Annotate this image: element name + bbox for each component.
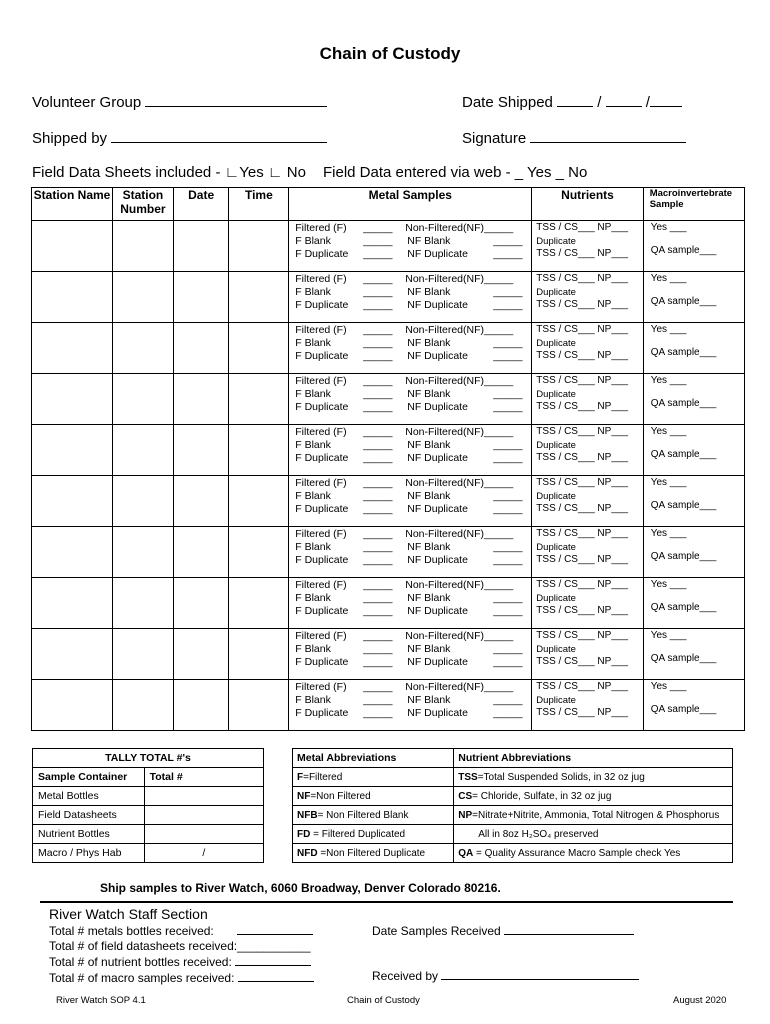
station-number-cell[interactable] bbox=[113, 425, 174, 476]
nutrient-cell: TSS / CS___ NP___ Duplicate TSS / CS___ NP___ bbox=[532, 323, 643, 374]
staff-metals[interactable]: Total # metals bottles received: bbox=[49, 923, 314, 939]
tally-value[interactable] bbox=[144, 825, 263, 844]
station-name-cell[interactable] bbox=[32, 476, 113, 527]
header-time: Time bbox=[229, 188, 289, 221]
metal-cell: Filtered (F) _____ F Blank _____ F Duplicate _____ Non-Filtered(NF)_____ NF Blank _____ NF Duplicate _____ bbox=[289, 425, 532, 476]
metal-cell: Filtered (F) _____ F Blank _____ F Duplicate _____ Non-Filtered(NF)_____ NF Blank _____ NF Duplicate _____ bbox=[289, 629, 532, 680]
station-number-cell[interactable] bbox=[113, 527, 174, 578]
tally-value[interactable] bbox=[144, 806, 263, 825]
macro-cell: Yes ___ QA sample___ bbox=[643, 374, 744, 425]
header-metal-samples: Metal Samples bbox=[289, 188, 532, 221]
staff-macro[interactable]: Total # of macro samples received: bbox=[49, 970, 314, 986]
staff-nutrient[interactable]: Total # of nutrient bottles received: bbox=[49, 954, 314, 970]
nutrient-cell: TSS / CS___ NP___ Duplicate TSS / CS___ NP___ bbox=[532, 476, 643, 527]
tally-col-container: Sample Container bbox=[33, 768, 145, 787]
staff-divider bbox=[40, 901, 733, 903]
tally-table bbox=[32, 748, 264, 863]
station-name-cell[interactable] bbox=[32, 680, 113, 731]
abbr-row bbox=[293, 844, 733, 863]
sample-table bbox=[31, 187, 745, 731]
staff-title: River Watch Staff Section bbox=[49, 906, 208, 922]
header-station-name: Station Name bbox=[32, 188, 113, 221]
station-name-cell[interactable] bbox=[32, 374, 113, 425]
time-cell[interactable] bbox=[229, 680, 289, 731]
station-name-cell[interactable] bbox=[32, 425, 113, 476]
volunteer-group-field[interactable] bbox=[32, 92, 327, 111]
macro-cell: Yes ___ QA sample___ bbox=[643, 221, 744, 272]
header-date: Date bbox=[173, 188, 229, 221]
nutrient-abbr-title: Nutrient Abbreviations bbox=[454, 749, 733, 768]
date-shipped-label: Date Shipped bbox=[462, 94, 553, 111]
table-row bbox=[32, 425, 745, 476]
nutrient-cell: TSS / CS___ NP___ Duplicate TSS / CS___ NP___ bbox=[532, 221, 643, 272]
station-number-cell[interactable] bbox=[113, 323, 174, 374]
date-cell[interactable] bbox=[173, 578, 229, 629]
date-cell[interactable] bbox=[173, 629, 229, 680]
station-name-cell[interactable] bbox=[32, 527, 113, 578]
tally-title: TALLY TOTAL #'s bbox=[33, 749, 264, 768]
nutrient-cell: TSS / CS___ NP___ Duplicate TSS / CS___ NP___ bbox=[532, 425, 643, 476]
date-cell[interactable] bbox=[173, 323, 229, 374]
table-row bbox=[32, 272, 745, 323]
time-cell[interactable] bbox=[229, 374, 289, 425]
nutrient-cell: TSS / CS___ NP___ Duplicate TSS / CS___ NP___ bbox=[532, 272, 643, 323]
table-row bbox=[32, 476, 745, 527]
abbr-row bbox=[293, 768, 733, 787]
station-name-cell[interactable] bbox=[32, 272, 113, 323]
tally-row-label: Metal Bottles bbox=[33, 787, 145, 806]
abbr-row bbox=[293, 825, 733, 844]
table-row bbox=[32, 629, 745, 680]
nutrient-cell: TSS / CS___ NP___ Duplicate TSS / CS___ NP___ bbox=[532, 527, 643, 578]
nutrient-cell: TSS / CS___ NP___ Duplicate TSS / CS___ NP___ bbox=[532, 680, 643, 731]
footer-center: Chain of Custody bbox=[347, 995, 420, 1006]
date-shipped-field[interactable]: Date Shipped / / bbox=[462, 92, 682, 111]
date-cell[interactable] bbox=[173, 425, 229, 476]
abbr-row bbox=[293, 787, 733, 806]
metal-cell: Filtered (F) _____ F Blank _____ F Duplicate _____ Non-Filtered(NF)_____ NF Blank _____ NF Duplicate _____ bbox=[289, 476, 532, 527]
station-name-cell[interactable] bbox=[32, 629, 113, 680]
abbr-row bbox=[293, 806, 733, 825]
date-received-field[interactable]: Date Samples Received bbox=[372, 923, 634, 938]
time-cell[interactable] bbox=[229, 323, 289, 374]
tally-value[interactable]: / bbox=[144, 844, 263, 863]
tally-col-total: Total # bbox=[144, 768, 263, 787]
date-cell[interactable] bbox=[173, 374, 229, 425]
table-row bbox=[32, 323, 745, 374]
macro-cell: Yes ___ QA sample___ bbox=[643, 476, 744, 527]
macro-cell: Yes ___ QA sample___ bbox=[643, 272, 744, 323]
nutrient-abbr: QA = Quality Assurance Macro Sample check Yes bbox=[454, 844, 733, 863]
metal-abbr: F=Filtered bbox=[293, 768, 454, 787]
time-cell[interactable] bbox=[229, 221, 289, 272]
header-station-number: Station Number bbox=[113, 188, 174, 221]
nutrient-abbr: All in 8oz H₂SO₄ preserved bbox=[454, 825, 733, 844]
station-number-cell[interactable] bbox=[113, 272, 174, 323]
tally-row-label: Nutrient Bottles bbox=[33, 825, 145, 844]
signature-label: Signature bbox=[462, 130, 527, 147]
abbreviations-table bbox=[292, 748, 733, 863]
metal-cell: Filtered (F) _____ F Blank _____ F Duplicate _____ Non-Filtered(NF)_____ NF Blank _____ NF Duplicate _____ bbox=[289, 578, 532, 629]
station-number-cell[interactable] bbox=[113, 476, 174, 527]
time-cell[interactable] bbox=[229, 476, 289, 527]
field-data-web[interactable]: Field Data entered via web - _ Yes _ No bbox=[323, 164, 588, 181]
station-number-cell[interactable] bbox=[113, 374, 174, 425]
metal-abbr-title: Metal Abbreviations bbox=[293, 749, 454, 768]
metal-abbr: NFD =Non Filtered Duplicate bbox=[293, 844, 454, 863]
nutrient-cell: TSS / CS___ NP___ Duplicate TSS / CS___ NP___ bbox=[532, 629, 643, 680]
metal-cell: Filtered (F) _____ F Blank _____ F Duplicate _____ Non-Filtered(NF)_____ NF Blank _____ NF Duplicate _____ bbox=[289, 323, 532, 374]
tally-row-label: Field Datasheets bbox=[33, 806, 145, 825]
volunteer-group-label: Volunteer Group bbox=[32, 94, 142, 111]
station-number-cell[interactable] bbox=[113, 578, 174, 629]
table-row bbox=[32, 578, 745, 629]
metal-cell: Filtered (F) _____ F Blank _____ F Duplicate _____ Non-Filtered(NF)_____ NF Blank _____ NF Duplicate _____ bbox=[289, 272, 532, 323]
header-macro: Macroinvertebrate Sample bbox=[643, 188, 744, 221]
macro-cell: Yes ___ QA sample___ bbox=[643, 323, 744, 374]
time-cell[interactable] bbox=[229, 629, 289, 680]
metal-abbr: NFB= Non Filtered Blank bbox=[293, 806, 454, 825]
macro-cell: Yes ___ QA sample___ bbox=[643, 425, 744, 476]
nutrient-cell: TSS / CS___ NP___ Duplicate TSS / CS___ NP___ bbox=[532, 578, 643, 629]
time-cell[interactable] bbox=[229, 272, 289, 323]
metal-abbr: NF=Non Filtered bbox=[293, 787, 454, 806]
date-cell[interactable] bbox=[173, 272, 229, 323]
table-row bbox=[32, 221, 745, 272]
table-row bbox=[32, 374, 745, 425]
staff-field[interactable]: Total # of field datasheets received:___________ bbox=[49, 939, 311, 953]
time-cell[interactable] bbox=[229, 578, 289, 629]
station-name-cell[interactable] bbox=[32, 578, 113, 629]
date-cell[interactable] bbox=[173, 680, 229, 731]
ship-address: Ship samples to River Watch, 6060 Broadway, Denver Colorado 80216. bbox=[100, 881, 501, 895]
tally-row-label: Macro / Phys Hab bbox=[33, 844, 145, 863]
table-row bbox=[32, 527, 745, 578]
nutrient-abbr: CS= Chloride, Sulfate, in 32 oz jug bbox=[454, 787, 733, 806]
staff-totals bbox=[49, 923, 314, 986]
station-number-cell[interactable] bbox=[113, 221, 174, 272]
header-nutrients: Nutrients bbox=[532, 188, 643, 221]
field-sheets-included[interactable]: Field Data Sheets included - ∟Yes ∟ No bbox=[32, 164, 306, 181]
metal-cell: Filtered (F) _____ F Blank _____ F Duplicate _____ Non-Filtered(NF)_____ NF Blank _____ NF Duplicate _____ bbox=[289, 527, 532, 578]
metal-cell: Filtered (F) _____ F Blank _____ F Duplicate _____ Non-Filtered(NF)_____ NF Blank _____ NF Duplicate _____ bbox=[289, 374, 532, 425]
time-cell[interactable] bbox=[229, 527, 289, 578]
received-by-field[interactable]: Received by bbox=[372, 968, 639, 983]
nutrient-abbr: TSS=Total Suspended Solids, in 32 oz jug bbox=[454, 768, 733, 787]
nutrient-abbr: NP=Nitrate+Nitrite, Ammonia, Total Nitrogen & Phosphorus bbox=[454, 806, 733, 825]
macro-cell: Yes ___ QA sample___ bbox=[643, 680, 744, 731]
nutrient-cell: TSS / CS___ NP___ Duplicate TSS / CS___ NP___ bbox=[532, 374, 643, 425]
table-row bbox=[32, 680, 745, 731]
date-cell[interactable] bbox=[173, 527, 229, 578]
tally-value[interactable] bbox=[144, 787, 263, 806]
metal-cell: Filtered (F) _____ F Blank _____ F Duplicate _____ Non-Filtered(NF)_____ NF Blank _____ NF Duplicate _____ bbox=[289, 221, 532, 272]
metal-cell: Filtered (F) _____ F Blank _____ F Duplicate _____ Non-Filtered(NF)_____ NF Blank _____ NF Duplicate _____ bbox=[289, 680, 532, 731]
shipped-by-field[interactable] bbox=[32, 128, 327, 147]
macro-cell: Yes ___ QA sample___ bbox=[643, 629, 744, 680]
signature-field[interactable] bbox=[462, 128, 686, 147]
footer-right: August 2020 bbox=[673, 995, 727, 1006]
date-cell[interactable] bbox=[173, 476, 229, 527]
time-cell[interactable] bbox=[229, 425, 289, 476]
shipped-by-label: Shipped by bbox=[32, 130, 108, 147]
metal-abbr: FD = Filtered Duplicated bbox=[293, 825, 454, 844]
footer-left: River Watch SOP 4.1 bbox=[56, 995, 146, 1006]
station-number-cell[interactable] bbox=[113, 680, 174, 731]
date-cell[interactable] bbox=[173, 221, 229, 272]
macro-cell: Yes ___ QA sample___ bbox=[643, 527, 744, 578]
station-name-cell[interactable] bbox=[32, 221, 113, 272]
macro-cell: Yes ___ QA sample___ bbox=[643, 578, 744, 629]
station-number-cell[interactable] bbox=[113, 629, 174, 680]
station-name-cell[interactable] bbox=[32, 323, 113, 374]
page-title: Chain of Custody bbox=[319, 44, 461, 63]
